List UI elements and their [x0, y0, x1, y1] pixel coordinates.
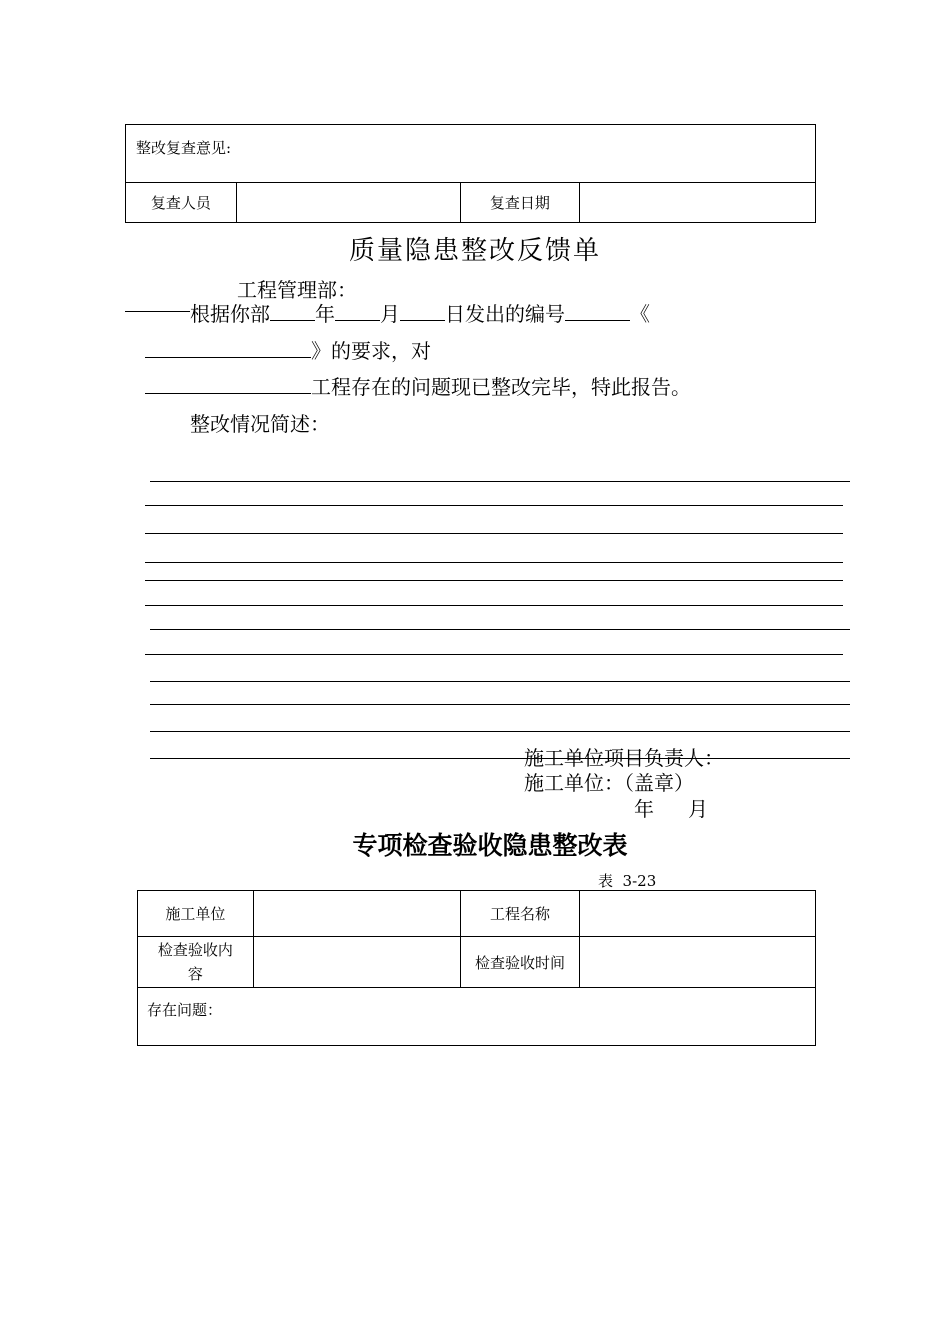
feedback-title: 质量隐患整改反馈单: [348, 236, 601, 266]
margin-line: [125, 311, 190, 312]
addressee: 工程管理部：: [237, 278, 357, 302]
unit-label: 施工单位: [138, 891, 254, 937]
inspection-title: 专项检查验收隐患整改表: [352, 831, 628, 860]
writing-line: [145, 605, 843, 606]
unit-field[interactable]: [253, 891, 460, 937]
review-opinion-cell: [126, 125, 816, 183]
signature-unit: 施工单位：（盖章）: [524, 771, 694, 795]
issues-label: 存在问题：: [147, 1001, 223, 1019]
writing-line: [150, 731, 850, 732]
time-field[interactable]: [580, 937, 816, 988]
day-blank[interactable]: [400, 302, 445, 321]
writing-line: [145, 580, 843, 581]
reviewer-label: 复查人员: [126, 183, 237, 223]
writing-line: [145, 505, 843, 506]
signature-date-month: 月: [688, 797, 708, 821]
paragraph-line-1: 根据你部 年 月 日发出的编号 《: [190, 302, 650, 326]
table-number: 表 3-23: [598, 872, 657, 890]
writing-line: [150, 758, 850, 759]
inspection-table: [137, 890, 816, 1046]
time-label: 检查验收时间: [460, 937, 580, 988]
reviewer-field[interactable]: [236, 183, 460, 223]
month-blank[interactable]: [335, 302, 380, 321]
year-blank[interactable]: [270, 302, 315, 321]
writing-line: [145, 654, 843, 655]
writing-line: [150, 681, 850, 682]
paragraph-line-3: 工程存在的问题现已整改完毕，特此报告。: [145, 371, 691, 400]
writing-line: [145, 562, 843, 563]
issues-cell[interactable]: [138, 988, 816, 1046]
project-name-blank[interactable]: [145, 375, 311, 394]
signature-date-year: 年: [634, 797, 654, 821]
content-field[interactable]: [253, 937, 460, 988]
review-table: [125, 124, 816, 223]
writing-line: [145, 533, 843, 534]
content-label: 检查验收内容: [138, 937, 254, 988]
writing-line: [150, 481, 850, 482]
review-date-label: 复查日期: [460, 183, 580, 223]
review-date-field[interactable]: [580, 183, 816, 223]
paragraph-line-2: 》的要求，对: [145, 335, 431, 364]
summary-label: 整改情况简述：: [190, 412, 330, 436]
writing-line: [150, 629, 850, 630]
project-field[interactable]: [580, 891, 816, 937]
document-name-blank[interactable]: [145, 339, 311, 358]
writing-line: [150, 704, 850, 705]
project-label: 工程名称: [460, 891, 580, 937]
review-opinion-label: 整改复查意见:: [136, 139, 232, 157]
number-blank[interactable]: [565, 302, 630, 321]
signature-manager: 施工单位项目负责人：: [524, 746, 724, 770]
